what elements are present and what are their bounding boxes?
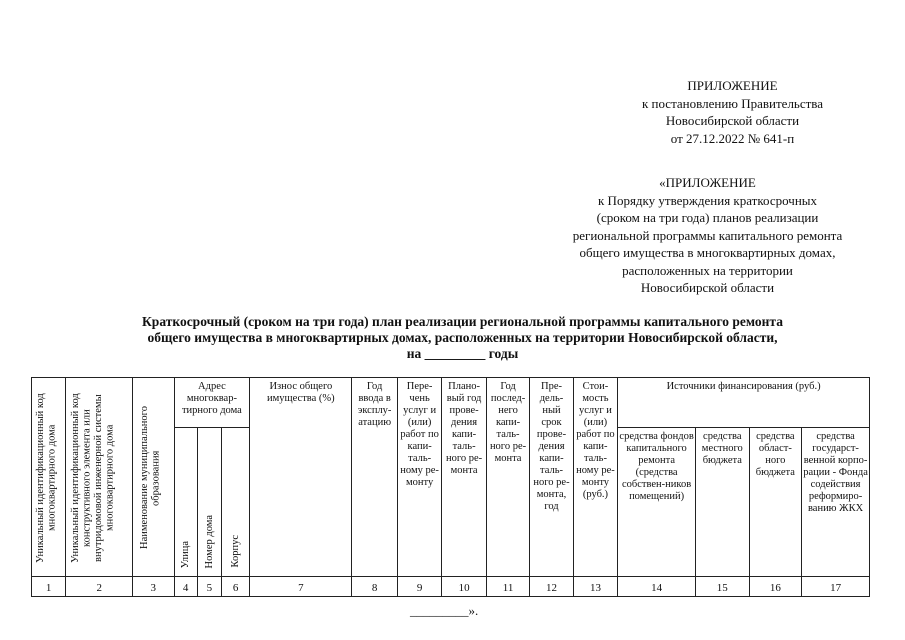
appendix-line: к постановлению Правительства (641, 95, 824, 111)
appendix-line: общего имущества в многоквартирных домах, (579, 245, 836, 260)
column-number: 3 (133, 577, 174, 597)
column-number: 6 (221, 577, 249, 597)
column-number: 10 (442, 577, 486, 597)
column-number: 14 (618, 577, 696, 597)
header-wear: Износ общего имущества (%) (250, 378, 352, 577)
header-text: Уникальный идентификационный код конструктивного элемента или внутридомовой инженерной системы многоквартирного дома (70, 393, 116, 563)
column-number: 7 (250, 577, 352, 597)
column-number: 11 (486, 577, 529, 597)
plan-title (40, 314, 885, 362)
plan-title-line: Краткосрочный (сроком на три года) план реализации региональной программы капитального ремонта (142, 314, 783, 329)
appendix-heading: ПРИЛОЖЕНИЕ (687, 78, 778, 93)
header-house-code (32, 378, 66, 577)
header-last-repair-year: Год послед-него капи-таль-ного ре-монта (486, 378, 529, 577)
header-repair-fund: средства фондов капитального ремонта (средства собствен-ников помещений) (618, 428, 696, 577)
column-number: 8 (352, 577, 397, 597)
header-works-list: Пере-чень услуг и (или) работ по капи-таль-ному ре-монту (397, 378, 441, 577)
appendix-date-number: от 27.12.2022 № 641-п (670, 130, 795, 146)
appendix-line: региональной программы капитального ремонта (572, 227, 843, 243)
header-street (174, 428, 197, 577)
column-number: 15 (696, 577, 750, 597)
appendix-line: (сроком на три года) планов реализации (596, 210, 819, 225)
header-text: Корпус (229, 535, 241, 568)
column-number: 13 (573, 577, 617, 597)
column-number: 17 (802, 577, 870, 597)
header-address: Адрес многоквар-тирного дома (174, 378, 250, 428)
header-commissioning-year: Год ввода в эксплу-атацию (352, 378, 397, 577)
capital-repair-plan-table (31, 377, 870, 597)
column-number: 4 (174, 577, 197, 597)
appendix-heading: «ПРИЛОЖЕНИЕ (659, 175, 756, 190)
appendix-line: Новосибирской области (640, 280, 775, 295)
appendix-line: расположенных на территории (622, 262, 793, 278)
appendix-line: к Порядку утверждения краткосрочных (597, 192, 818, 208)
header-regional-budget: средства област-ного бюджета (749, 428, 802, 577)
column-number: 12 (530, 577, 573, 597)
header-planned-year: Плано-вый год прове-дения капи-таль-ного ре-монта (442, 378, 486, 577)
header-building (221, 428, 249, 577)
column-number: 9 (397, 577, 441, 597)
header-deadline-year: Пре-дель-ный срок прове-дения капи-таль-ного ре-монта, год (530, 378, 573, 577)
government-decree-appendix (590, 77, 875, 147)
column-number: 5 (197, 577, 221, 597)
header-text: Наименование муниципального образования (139, 406, 162, 550)
header-text: Уникальный идентификационный код многоквартирного дома (34, 393, 58, 563)
procedure-appendix (540, 174, 875, 297)
header-text: Номер дома (203, 514, 215, 568)
header-text: Улица (179, 540, 191, 568)
header-state-corporation: средства государст-венной корпо-рации - Фонда содействия реформиро-ванию ЖКХ (802, 428, 870, 577)
closing-mark: _________». (410, 603, 479, 618)
column-number: 2 (66, 577, 133, 597)
plan-title-line: общего имущества в многоквартирных домах, расположенных на территории Новосибирской области, (147, 330, 778, 345)
header-municipality (133, 378, 174, 577)
appendix-line: Новосибирской области (665, 113, 800, 128)
column-number: 16 (749, 577, 802, 597)
header-house-number (197, 428, 221, 577)
plan-title-years: на _________ годы (406, 346, 519, 361)
header-element-code (66, 378, 133, 577)
header-local-budget: средства местного бюджета (696, 428, 750, 577)
header-cost: Стои-мость услуг и (или) работ по капи-таль-ному ре-монту (руб.) (573, 378, 617, 577)
column-number: 1 (32, 577, 66, 597)
header-funding-sources: Источники финансирования (руб.) (618, 378, 870, 428)
